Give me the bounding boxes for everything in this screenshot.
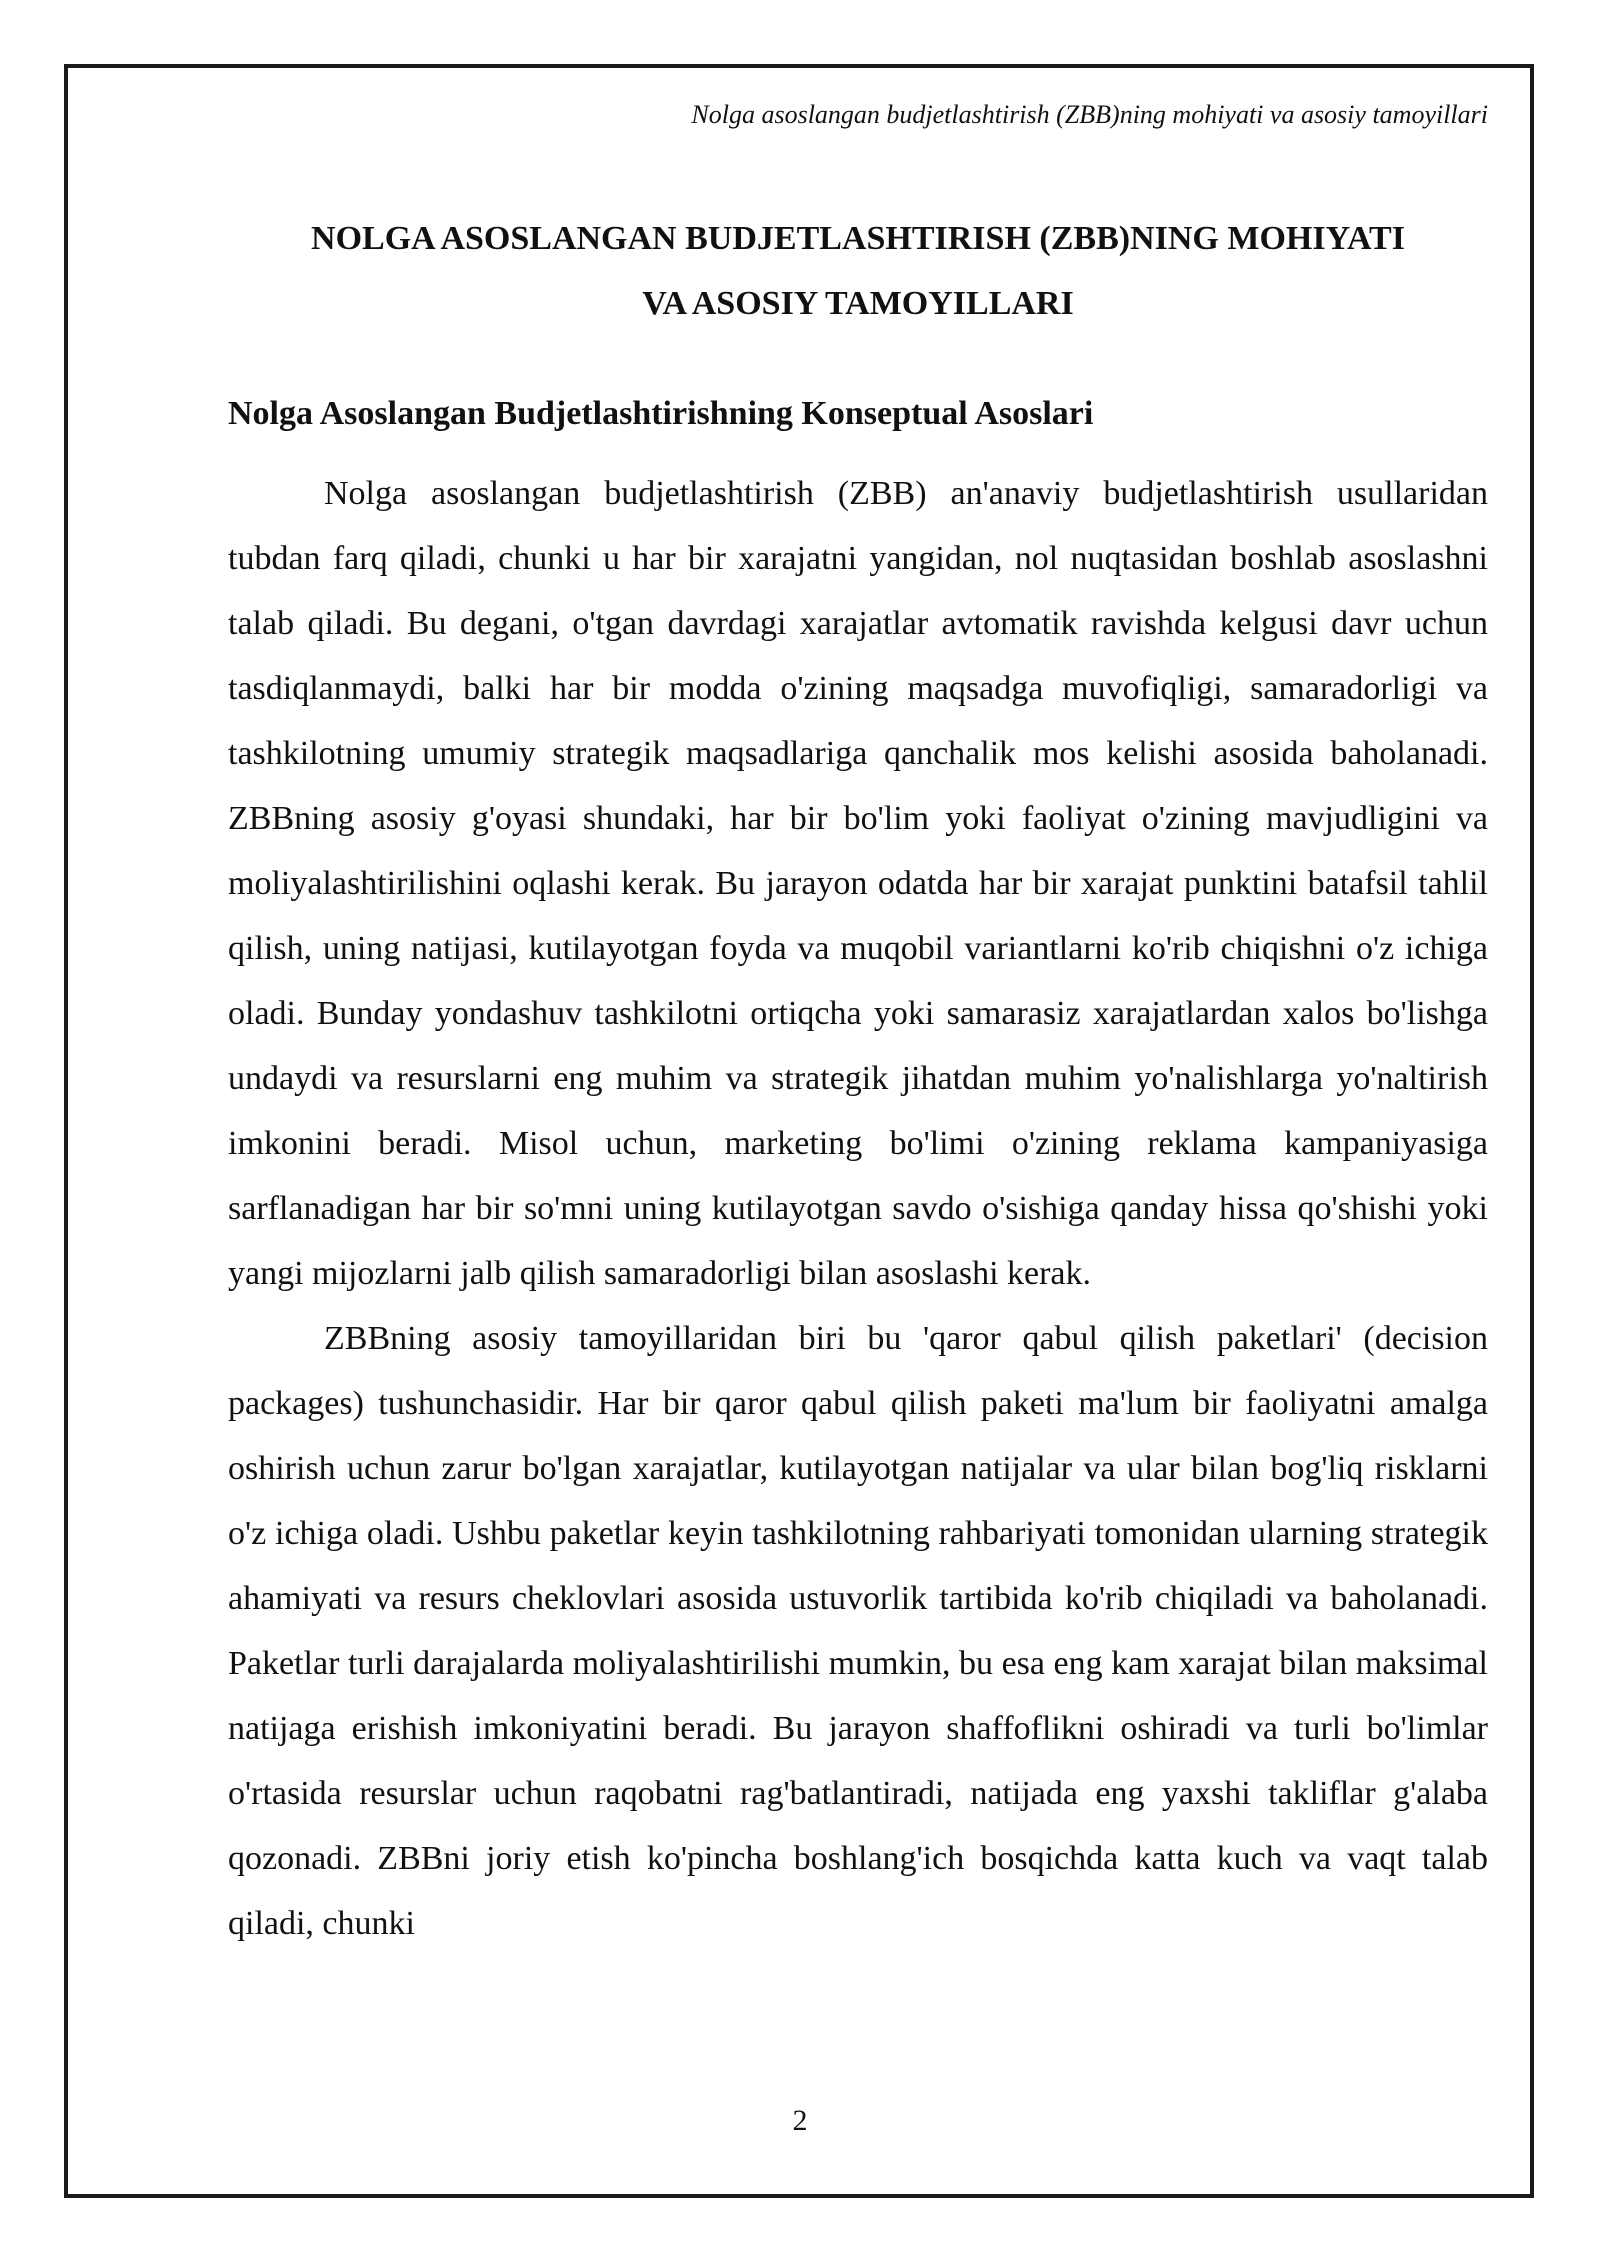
paragraph-1: Nolga asoslangan budjetlashtirish (ZBB) an'anaviy budjetlashtirish usullaridan tubdan farq qiladi, chunki u har bir xarajatni yangidan, nol nuqtasidan boshlab asoslashni talab qiladi. Bu degani, o'tgan davrdagi xarajatlar avtomatik ravishda kelgusi davr uchun tasdiqlanmaydi, balki har bir modda o'zining maqsadga muvofiqligi, samaradorligi va tashkilotning umumiy strategik maqsadlariga qanchalik mos kelishi asosida baholanadi. ZBBning asosiy g'oyasi shundaki, har bir bo'lim yoki faoliyat o'zining mavjudligini va moliyalashtirilishini oqlashi kerak. Bu jarayon odatda har bir xarajat punktini batafsil tahlil qilish, uning natijasi, kutilayotgan foyda va muqobil variantlarni ko'rib chiqishni o'z ichiga oladi. Bunday yondashuv tashkilotni ortiqcha yoki samarasiz xarajatlardan xalos bo'lishga undaydi va resurslarni eng muhim va strategik jihatdan muhim yo'nalishlarga yo'naltirish imkonini beradi. Misol uchun, marketing bo'limi o'zining reklama kampaniyasiga sarflanadigan har bir so'mni uning kutilayotgan savdo o'sishiga qanday hissa qo'shishi yoki yangi mijozlarni jalb qilish samaradorligi bilan asoslashi kerak.	[228, 475, 1488, 1292]
document-title-line-2: VA ASOSIY TAMOYILLARI	[642, 285, 1074, 322]
paragraph-2: ZBBning asosiy tamoyillaridan biri bu 'qaror qabul qilish paketlari' (decision packages) tushunchasidir. Har bir qaror qabul qilish paketi ma'lum bir faoliyatni amalga oshirish uchun zarur bo'lgan xarajatlar, kutilayotgan natijalar va ular bilan bog'liq risklarni o'z ichiga oladi. Ushbu paketlar keyin tashkilotning rahbariyati tomonidan ularning strategik ahamiyati va resurs cheklovlari asosida ustuvorlik tartibida ko'rib chiqiladi va baholanadi. Paketlar turli darajalarda moliyalashtirilishi mumkin, bu esa eng kam xarajat bilan maksimal natijaga erishish imkoniyatini beradi. Bu jarayon shaffoflikni oshiradi va turli bo'limlar o'rtasida resurslar uchun raqobatni rag'batlantiradi, natijada eng yaxshi takliflar g'alaba qozonadi. ZBBni joriy etish ko'pincha boshlang'ich bosqichda katta kuch va vaqt talab qiladi, chunki	[228, 1320, 1488, 1942]
body-text	[228, 461, 1488, 1956]
running-header: Nolga asoslangan budjetlashtirish (ZBB)ning mohiyati va asosiy tamoyillari	[691, 100, 1488, 129]
page-number: 2	[792, 2104, 808, 2137]
document-title	[228, 206, 1488, 336]
section-heading: Nolga Asoslangan Budjetlashtirishning Konseptual Asoslari	[228, 395, 1094, 432]
document-title-line-1: NOLGA ASOSLANGAN BUDJETLASHTIRISH (ZBB)NING MOHIYATI	[311, 220, 1405, 257]
